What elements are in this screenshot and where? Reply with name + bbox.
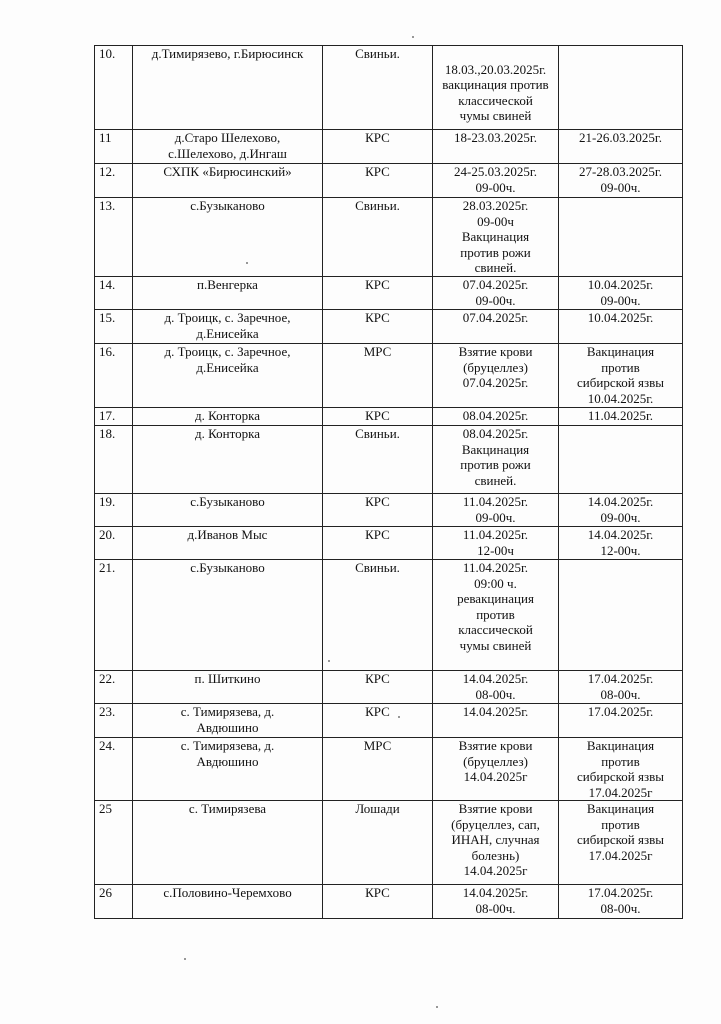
followup-date-cell: Вакцинация против сибирской язвы 10.04.2025г. (559, 344, 683, 408)
followup-date-cell (559, 560, 683, 671)
settlement-cell: с.Бузыканово (133, 560, 323, 671)
event-date-cell: 28.03.2025г. 09-00ч Вакцинация против рожи свиней. (433, 198, 559, 277)
settlement-cell: д.Тимирязево, г.Бирюсинск (133, 46, 323, 130)
row-number: 19. (95, 494, 133, 527)
event-date-cell: 24-25.03.2025г. 09-00ч. (433, 164, 559, 198)
scan-speck (246, 262, 248, 264)
settlement-cell: с.Половино-Черемхово (133, 885, 323, 919)
event-date-cell: 07.04.2025г. (433, 310, 559, 344)
animal-type-cell: КРС (323, 885, 433, 919)
settlement-cell: д. Троицк, с. Заречное, д.Енисейка (133, 344, 323, 408)
settlement-cell: с. Тимирязева (133, 801, 323, 885)
event-date-cell: 11.04.2025г. 09-00ч. (433, 494, 559, 527)
followup-date-cell (559, 46, 683, 130)
settlement-cell: СХПК «Бирюсинский» (133, 164, 323, 198)
table-row (95, 704, 683, 738)
animal-type-cell: МРС (323, 344, 433, 408)
scan-speck (328, 660, 330, 662)
animal-type-cell: КРС (323, 277, 433, 310)
table-row (95, 801, 683, 885)
row-number: 15. (95, 310, 133, 344)
event-date-cell: 08.04.2025г. (433, 408, 559, 426)
animal-type-cell: КРС (323, 130, 433, 164)
row-number: 17. (95, 408, 133, 426)
followup-date-cell: 14.04.2025г. 12-00ч. (559, 527, 683, 560)
settlement-cell: д. Конторка (133, 426, 323, 494)
table-row (95, 738, 683, 801)
scan-speck (412, 36, 414, 38)
event-date-cell: 08.04.2025г. Вакцинация против рожи свиней. (433, 426, 559, 494)
row-number: 14. (95, 277, 133, 310)
settlement-cell: с. Тимирязева, д. Авдюшино (133, 738, 323, 801)
row-number: 21. (95, 560, 133, 671)
followup-date-cell: Вакцинация против сибирской язвы 17.04.2025г (559, 738, 683, 801)
event-date-cell: 14.04.2025г. (433, 704, 559, 738)
event-date-cell: Взятие крови (бруцеллез) 07.04.2025г. (433, 344, 559, 408)
followup-date-cell: 14.04.2025г. 09-00ч. (559, 494, 683, 527)
settlement-cell: п.Венгерка (133, 277, 323, 310)
followup-date-cell: 10.04.2025г. 09-00ч. (559, 277, 683, 310)
row-number: 16. (95, 344, 133, 408)
settlement-cell: д.Иванов Мыс (133, 527, 323, 560)
table-row (95, 560, 683, 671)
table-row (95, 671, 683, 704)
table-row (95, 344, 683, 408)
animal-type-cell: КРС (323, 671, 433, 704)
followup-date-cell: 10.04.2025г. (559, 310, 683, 344)
followup-date-cell: 27-28.03.2025г. 09-00ч. (559, 164, 683, 198)
animal-type-cell: Свиньи. (323, 426, 433, 494)
animal-type-cell: КРС (323, 408, 433, 426)
followup-date-cell: 17.04.2025г. 08-00ч. (559, 671, 683, 704)
row-number: 25 (95, 801, 133, 885)
followup-date-cell: Вакцинация против сибирской язвы 17.04.2025г (559, 801, 683, 885)
event-date-cell: 14.04.2025г. 08-00ч. (433, 671, 559, 704)
settlement-cell: п. Шиткино (133, 671, 323, 704)
table-row (95, 494, 683, 527)
scan-speck (184, 958, 186, 960)
row-number: 18. (95, 426, 133, 494)
table-row (95, 310, 683, 344)
animal-type-cell: КРС (323, 527, 433, 560)
table-row (95, 46, 683, 130)
row-number: 26 (95, 885, 133, 919)
followup-date-cell (559, 198, 683, 277)
table-row (95, 277, 683, 310)
followup-date-cell: 17.04.2025г. 08-00ч. (559, 885, 683, 919)
animal-type-cell: Лошади (323, 801, 433, 885)
table-row (95, 885, 683, 919)
table-row (95, 426, 683, 494)
scan-speck (398, 716, 400, 718)
settlement-cell: д.Старо Шелехово, с.Шелехово, д.Ингаш (133, 130, 323, 164)
animal-type-cell: КРС (323, 494, 433, 527)
table-row (95, 198, 683, 277)
followup-date-cell: 11.04.2025г. (559, 408, 683, 426)
settlement-cell: д. Троицк, с. Заречное, д.Енисейка (133, 310, 323, 344)
animal-type-cell: КРС (323, 310, 433, 344)
scan-speck (436, 1006, 438, 1008)
event-date-cell: 18.03.,20.03.2025г. вакцинация против классической чумы свиней (433, 46, 559, 130)
table-row (95, 130, 683, 164)
settlement-cell: с.Бузыканово (133, 494, 323, 527)
event-date-cell: 11.04.2025г. 09:00 ч. ревакцинация против классической чумы свиней (433, 560, 559, 671)
row-number: 12. (95, 164, 133, 198)
row-number: 13. (95, 198, 133, 277)
row-number: 11 (95, 130, 133, 164)
settlement-cell: с. Тимирязева, д. Авдюшино (133, 704, 323, 738)
settlement-cell: с.Бузыканово (133, 198, 323, 277)
animal-type-cell: Свиньи. (323, 560, 433, 671)
settlement-cell: д. Конторка (133, 408, 323, 426)
table-row (95, 527, 683, 560)
animal-type-cell: КРС (323, 164, 433, 198)
animal-type-cell: МРС (323, 738, 433, 801)
event-date-cell: 14.04.2025г. 08-00ч. (433, 885, 559, 919)
animal-type-cell: Свиньи. (323, 46, 433, 130)
event-date-cell: 18-23.03.2025г. (433, 130, 559, 164)
row-number: 10. (95, 46, 133, 130)
followup-date-cell: 21-26.03.2025г. (559, 130, 683, 164)
vaccination-schedule-table (94, 45, 683, 919)
followup-date-cell (559, 426, 683, 494)
row-number: 23. (95, 704, 133, 738)
animal-type-cell: КРС (323, 704, 433, 738)
row-number: 22. (95, 671, 133, 704)
table-row (95, 164, 683, 198)
event-date-cell: 11.04.2025г. 12-00ч (433, 527, 559, 560)
followup-date-cell: 17.04.2025г. (559, 704, 683, 738)
table-row (95, 408, 683, 426)
row-number: 24. (95, 738, 133, 801)
row-number: 20. (95, 527, 133, 560)
animal-type-cell: Свиньи. (323, 198, 433, 277)
event-date-cell: 07.04.2025г. 09-00ч. (433, 277, 559, 310)
event-date-cell: Взятие крови (бруцеллез, сап, ИНАН, случная болезнь) 14.04.2025г (433, 801, 559, 885)
event-date-cell: Взятие крови (бруцеллез) 14.04.2025г (433, 738, 559, 801)
